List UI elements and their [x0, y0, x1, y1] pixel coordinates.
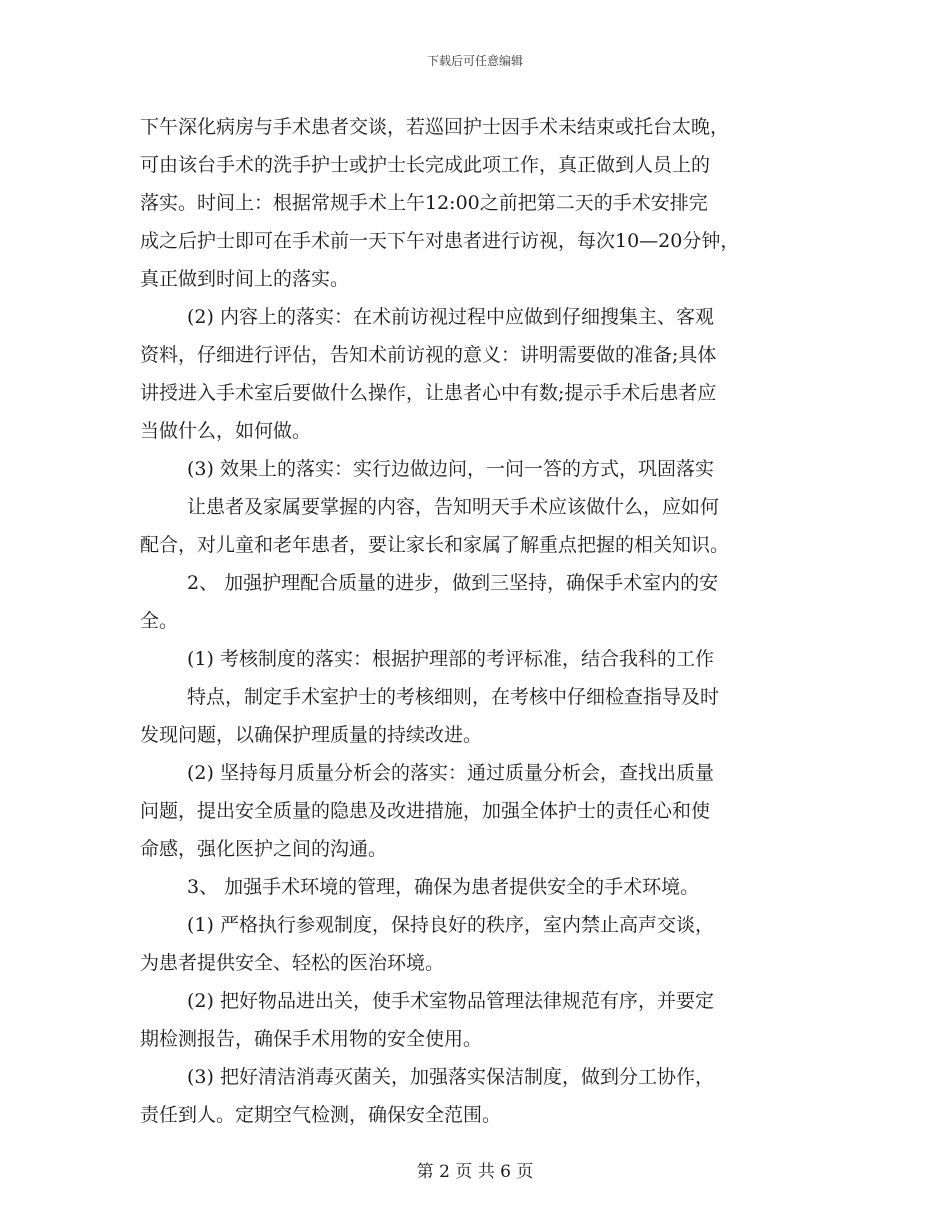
- body-line: (2) 把好物品进出关，使手术室物品管理法律规范有序，并要定: [187, 990, 714, 1012]
- body-line: 2、 加强护理配合质量的进步，做到三坚持，确保手术室内的安: [187, 572, 719, 594]
- body-line: 真正做到时间上的落实。: [140, 268, 350, 290]
- body-line: 讲授进入手术室后要做什么操作，让患者心中有数;提示手术后患者应: [140, 382, 717, 404]
- body-line: 特点，制定手术室护士的考核细则，在考核中仔细检查指导及时: [187, 686, 720, 708]
- body-line: (3) 效果上的落实：实行边做边问，一问一答的方式，巩固落实: [187, 458, 714, 480]
- body-line: (3) 把好清洁消毒灭菌关，加强落实保洁制度，做到分工协作，: [187, 1066, 714, 1088]
- body-line: 落实。时间上：根据常规手术上午12:00之前把第二天的手术安排完: [140, 192, 708, 214]
- document-body: [140, 108, 830, 1134]
- body-line: 期检测报告，确保手术用物的安全使用。: [140, 1028, 483, 1050]
- body-line: 配合，对儿童和老年患者，要让家长和家属了解重点把握的相关知识。: [140, 534, 730, 556]
- body-line: 全。: [140, 610, 179, 632]
- page-number: 第 2 页 共 6 页: [416, 1162, 534, 1182]
- body-line: 发现问题，以确保护理质量的持续改进。: [140, 724, 483, 746]
- body-line: (1) 严格执行参观制度，保持良好的秩序，室内禁止高声交谈，: [187, 914, 714, 936]
- body-line: (2) 内容上的落实：在术前访视过程中应做到仔细搜集主、客观: [187, 306, 714, 328]
- page-header-note: 下载后可任意编辑: [426, 54, 523, 68]
- body-line: 可由该台手术的洗手护士或护士长完成此项工作，真正做到人员上的: [140, 154, 711, 176]
- body-line: 为患者提供安全、轻松的医治环境。: [140, 952, 445, 974]
- body-line: 命感，强化医护之间的沟通。: [140, 838, 388, 860]
- body-line: 成之后护士即可在手术前一天下午对患者进行访视，每次10—20分钟，: [140, 230, 740, 252]
- body-line: 当做什么，如何做。: [140, 420, 312, 442]
- body-line: (1) 考核制度的落实：根据护理部的考评标准，结合我科的工作: [187, 648, 714, 670]
- body-line: 下午深化病房与手术患者交谈，若巡回护士因手术未结束或托台太晚，: [140, 116, 730, 138]
- body-line: 3、 加强手术环境的管理，确保为患者提供安全的手术环境。: [187, 876, 700, 898]
- body-line: 问题，提出安全质量的隐患及改进措施，加强全体护士的责任心和使: [140, 800, 711, 822]
- body-line: (2) 坚持每月质量分析会的落实：通过质量分析会，查找出质量: [187, 762, 714, 784]
- body-line: 资料，仔细进行评估，告知术前访视的意义：讲明需要做的准备;具体: [140, 344, 717, 366]
- body-line: 责任到人。定期空气检测，确保安全范围。: [140, 1104, 502, 1126]
- body-line: 让患者及家属要掌握的内容，告知明天手术应该做什么，应如何: [187, 496, 720, 518]
